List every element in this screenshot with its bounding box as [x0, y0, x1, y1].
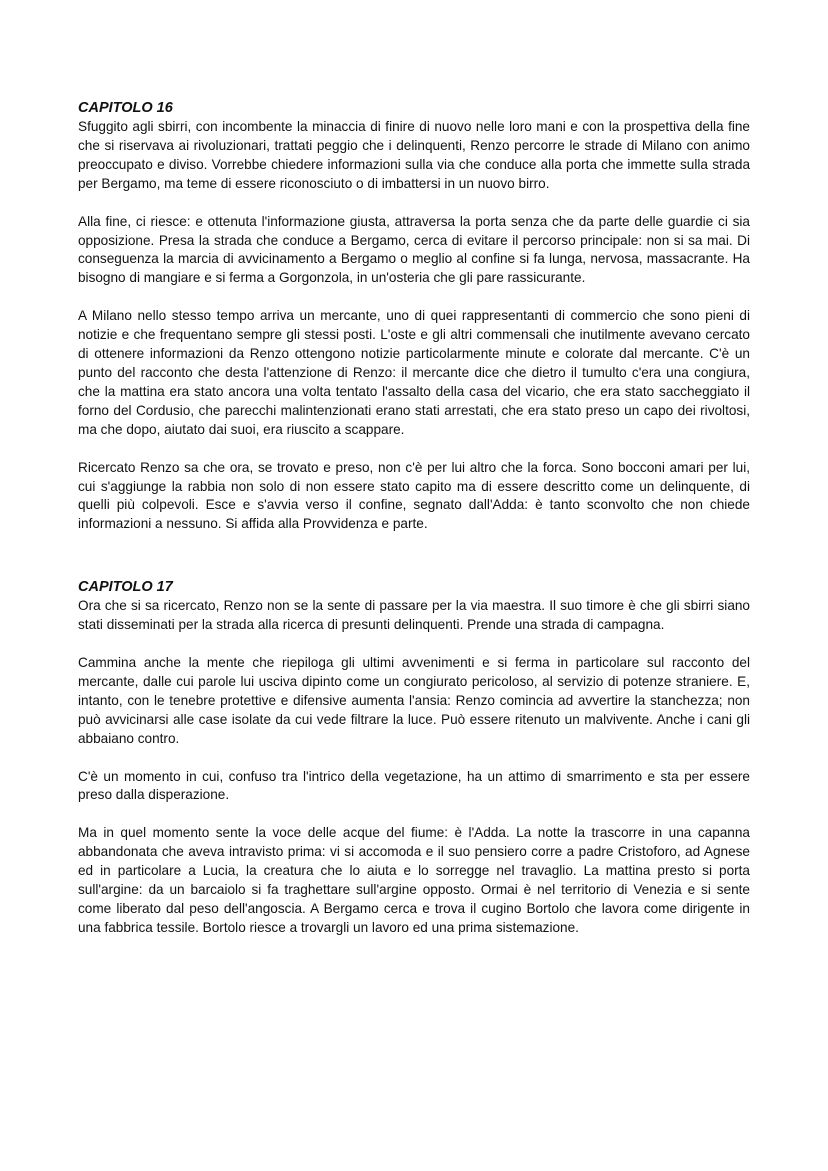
paragraph: Sfuggito agli sbirri, con incombente la minaccia di finire di nuovo nelle loro mani e con la prospettiva della fine che si riservava ai rivoluzionari, trattati peggio che i delinquenti, Renzo percorre le strade di Milano con animo preoccupato e diviso. Vorrebbe chiedere informazioni sulla via che conduce alla porta che immette sulla strada per Bergamo, ma teme di essere riconosciuto o di imbattersi in un nuovo birro.: [78, 119, 750, 191]
chapter-title: CAPITOLO 17: [78, 579, 173, 596]
paragraph: Ma in quel momento sente la voce delle acque del fiume: è l'Adda. La notte la trascorre in una capanna abbandonata che aveva intravisto prima: vi si accomoda e il suo pensiero corre a padre Cristoforo, ad Agnese ed in particolare a Lucia, la creatura che lo aiuta e lo sorregge nel travaglio. La mattina presto si porta sull'argine: da un barcaiolo si fa traghettare sull'argine opposto. Ormai è nel territorio di Venezia e si sente come liberato dal peso dell'angoscia. A Bergamo cerca e trova il cugino Bortolo che lavora come dirigente in una fabbrica tessile. Bortolo riesce a trovargli un lavoro ed una prima sistemazione.: [78, 825, 750, 935]
paragraph: Alla fine, ci riesce: e ottenuta l'informazione giusta, attraversa la porta senza che da parte delle guardie ci sia opposizione. Presa la strada che conduce a Bergamo, cerca di evitare il percorso principale: non si sa mai. Di conseguenza la marcia di avvicinamento a Bergamo o meglio al confine si fa lunga, nervosa, massacrante. Ha bisogno di mangiare e si ferma a Gorgonzola, in un'osteria che gli pare rassicurante.: [78, 213, 750, 286]
paragraph: Cammina anche la mente che riepiloga gli ultimi avvenimenti e si ferma in particolare sul racconto del mercante, dalle cui parole lui usciva dipinto come un congiurato pericoloso, al servizio di potenze straniere. E, intanto, con le tenebre protettive e difensive aumenta l'ansia: Renzo comincia ad avvertire la stanchezza; non può avvicinarsi alle case isolate da cui vede filtrare la luce. Può essere ritenuto un malvivente. Anche i cani gli abbaiano contro.: [78, 655, 750, 746]
paragraph: A Milano nello stesso tempo arriva un mercante, uno di quei rappresentanti di commercio che sono pieni di notizie e che frequentano sempre gli stessi posti. L'oste e gli altri commensali che inutilmente avevano cercato di ottenere informazioni da Renzo ottengono notizie particolarmente minute e colorate dal mercante. C'è un punto del racconto che desta l'attenzione di Renzo: il mercante dice che dietro il tumulto c'era una congiura, che la mattina era stato ancora una volta tentato l'assalto della casa del vicario, che era stato saccheggiato il forno del Cordusio, che parecchi malintenzionati erano stati arrestati, che era stato preso un capo dei rivoltosi, ma che dopo, aiutato dai suoi, era riuscito a scappare.: [78, 308, 750, 437]
document-page: [78, 99, 750, 938]
chapter-17: [78, 578, 750, 938]
chapter-title: CAPITOLO 16: [78, 100, 173, 116]
paragraph: Ricercato Renzo sa che ora, se trovato e preso, non c'è per lui altro che la forca. Sono bocconi amari per lui, cui s'aggiunge la rabbia non solo di non essere stato capito ma di essere descritto come un delinquente, di quelli più colpevoli. Esce e s'avvia verso il confine, segnato dall'Adda: è tanto sconvolto che non chiede informazioni a nessuno. Si affida alla Provvidenza e parte.: [78, 459, 750, 532]
chapter-16: [78, 99, 750, 534]
paragraph: Ora che si sa ricercato, Renzo non se la sente di passare per la via maestra. Il suo timore è che gli sbirri siano stati disseminati per la strada alla ricerca di presunti delinquenti. Prende una strada di campagna.: [78, 598, 750, 633]
paragraph: C'è un momento in cui, confuso tra l'intrico della vegetazione, ha un attimo di smarrimento e sta per essere preso dalla disperazione.: [78, 768, 750, 803]
